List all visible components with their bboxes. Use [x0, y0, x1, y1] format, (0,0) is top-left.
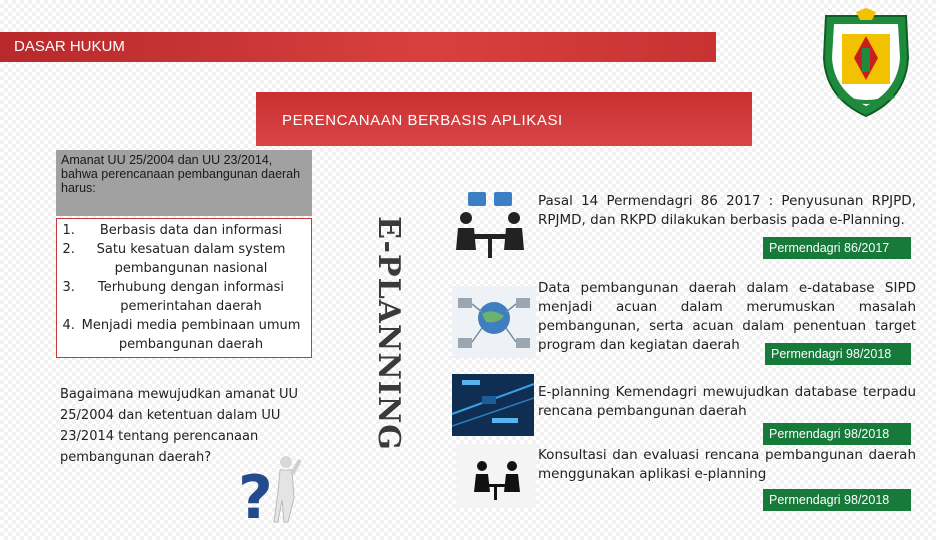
info-text-2: Data pembangunan daerah dalam e-database SIPD menjadi acuan dalam merumuskan masalah pembangunan, serta acuan dalam penentuan target program dan kegiatan daerah	[538, 280, 916, 353]
list-item: 1. Berbasis data dan informasi	[79, 221, 303, 240]
amanat-box	[56, 150, 312, 216]
amanat-text: Amanat UU 25/2004 dan UU 23/2014, bahwa perencanaan pembangunan daerah harus:	[61, 153, 301, 195]
info-text-4: Konsultasi dan evaluasi rencana pembangunan daerah menggunakan aplikasi e-planning	[538, 447, 916, 482]
question-figure-icon	[234, 452, 306, 524]
info-text-1: Pasal 14 Permendagri 86 2017 : Penyusunan RPJPD, RPJMD, dan RKPD dilakukan berbasis pada e-Planning.	[538, 193, 916, 228]
header-banner	[0, 32, 716, 62]
regulation-tag: Permendagri 98/2018	[765, 343, 911, 365]
regulation-tag: Permendagri 98/2018	[763, 423, 911, 445]
list-item: 4. Menjadi media pembinaan umum pembangunan daerah	[79, 316, 303, 354]
regulation-tag: Permendagri 86/2017	[763, 237, 911, 259]
consultation-icon	[456, 444, 536, 508]
info-text-3: E-planning Kemendagri mewujudkan database terpadu rencana pembangunan daerah	[538, 384, 916, 419]
question-text: Bagaimana mewujudkan amanat UU 25/2004 dan ketentuan dalam UU 23/2014 tentang perencanaan pembangunan daerah?	[60, 387, 299, 465]
regulation-tag: Permendagri 98/2018	[763, 489, 911, 511]
header-title: DASAR HUKUM	[14, 38, 125, 55]
subheader-banner	[256, 92, 752, 146]
meeting-icon	[450, 188, 530, 268]
province-emblem-icon	[816, 8, 916, 120]
list-item: 2. Satu kesatuan dalam system pembangunan nasional	[79, 240, 303, 278]
e-planning-label: E-PLANNING	[370, 215, 406, 451]
database-tech-icon	[452, 374, 534, 436]
subheader-title: PERENCANAAN BERBASIS APLIKASI	[282, 112, 563, 129]
network-globe-icon	[452, 286, 536, 358]
requirements-list	[56, 218, 312, 358]
list-item: 3. Terhubung dengan informasi pemerintahan daerah	[79, 278, 303, 316]
svg-text:?: ?	[238, 463, 273, 524]
